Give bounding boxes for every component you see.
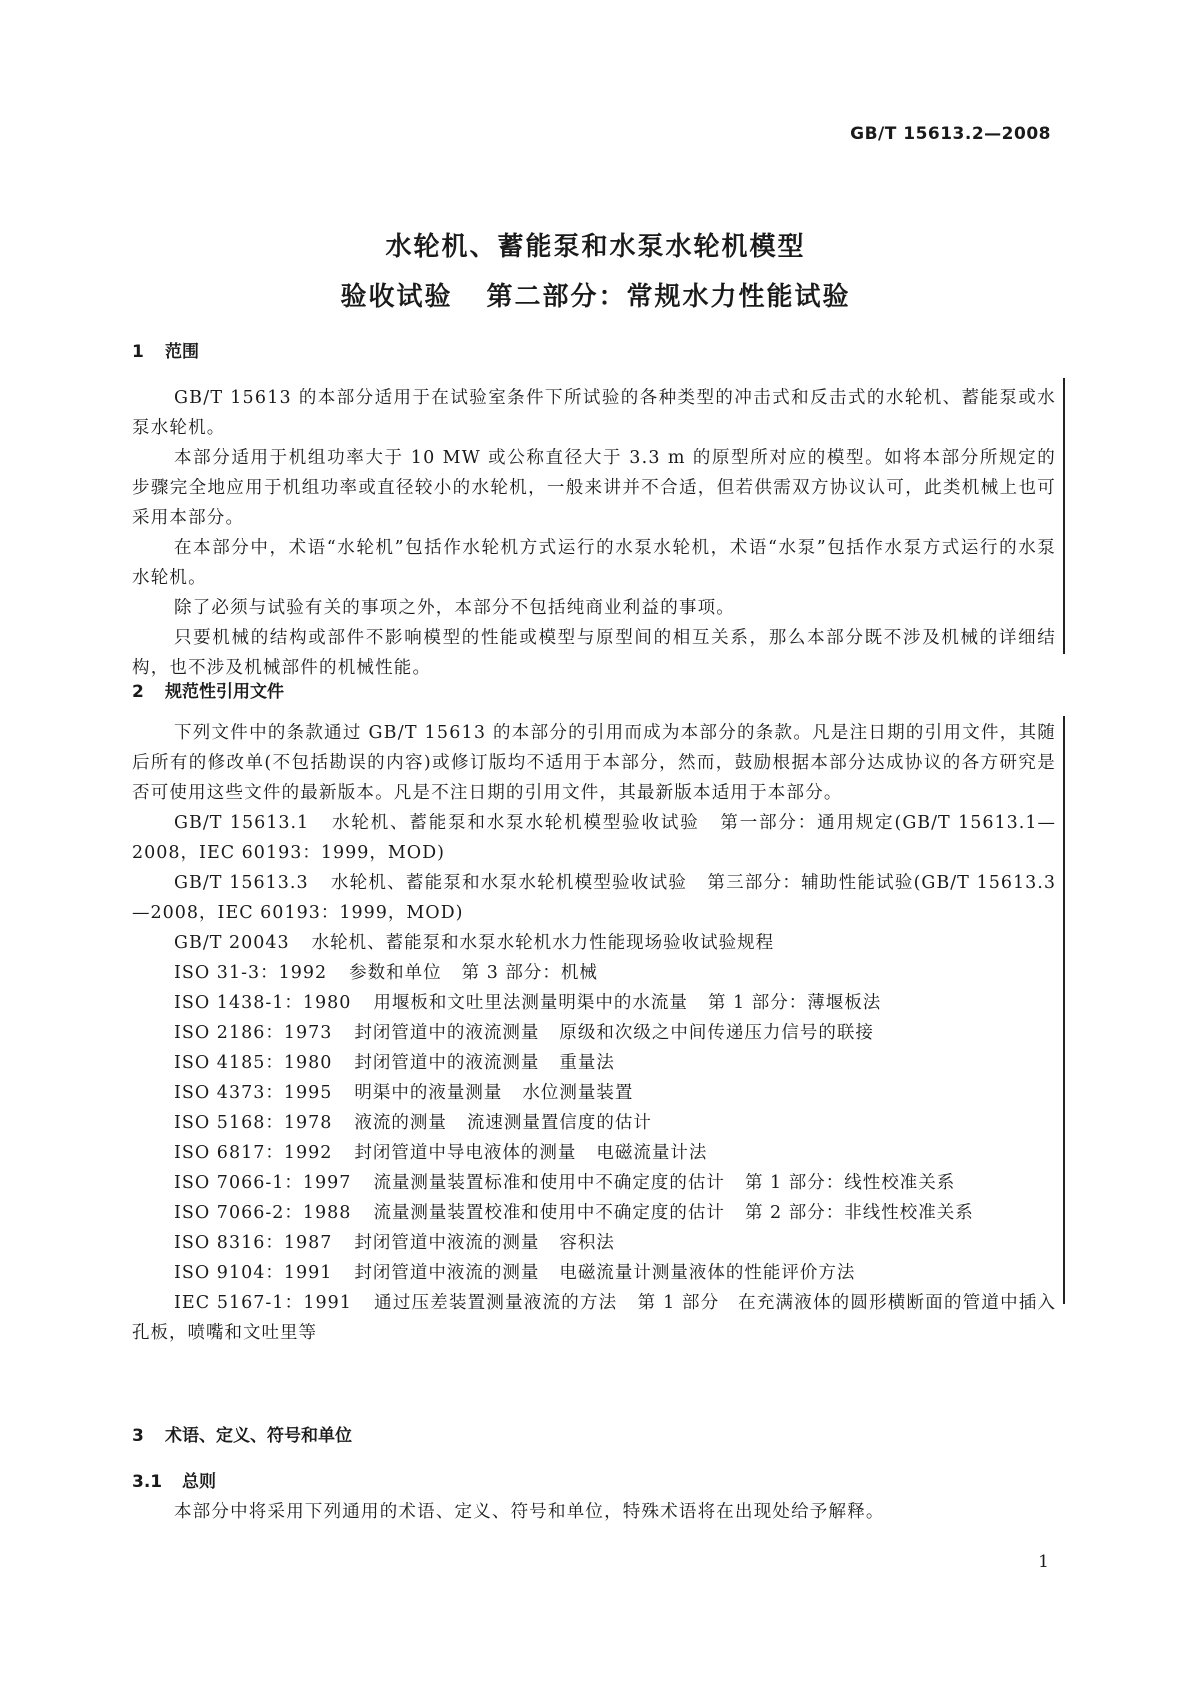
reference-code: ISO 31-3：1992 <box>174 963 328 983</box>
section-3-heading <box>132 1424 352 1448</box>
reference-item <box>132 1168 1056 1198</box>
reference-subtitle: 电磁流量计测量液体的性能评价方法 <box>559 1263 856 1283</box>
reference-title: 水轮机、蓄能泵和水泵水轮机模型验收试验 <box>331 813 700 833</box>
reference-title: 封闭管道中液流的测量 <box>354 1233 540 1253</box>
reference-subtitle: 容积法 <box>559 1233 615 1253</box>
reference-subtitle: 第 1 部分：薄堰板法 <box>707 993 882 1013</box>
paragraph: 本部分中将采用下列通用的术语、定义、符号和单位，特殊术语将在出现处给予解释。 <box>174 1502 885 1522</box>
reference-item <box>132 1078 1056 1108</box>
section-title: 范围 <box>165 342 199 362</box>
reference-title: 封闭管道中导电液体的测量 <box>354 1143 577 1163</box>
reference-code: ISO 4373：1995 <box>174 1083 333 1103</box>
reference-code: IEC 5167-1：1991 <box>174 1293 352 1313</box>
paragraph: 只要机械的结构或部件不影响模型的性能或模型与原型间的相互关系，那么本部分既不涉及机械的详细结构，也不涉及机械部件的机械性能。 <box>132 628 1056 678</box>
subsection-3-1-heading <box>132 1470 216 1494</box>
change-bar <box>1063 716 1065 1304</box>
reference-title: 封闭管道中的液流测量 <box>354 1053 540 1073</box>
reference-code: GB/T 15613.3 <box>174 873 309 893</box>
reference-title: 封闭管道中液流的测量 <box>354 1263 540 1283</box>
standard-number: GB/T 15613.2—2008 <box>850 124 1051 144</box>
paragraph: 本部分适用于机组功率大于 10 MW 或公称直径大于 3.3 m 的原型所对应的模型。如将本部分所规定的步骤完全地应用于机组功率或直径较小的水轮机，一般来讲并不合适，但若供需双方协议认可，此类机械上也可采用本部分。 <box>132 448 1056 528</box>
reference-code: ISO 6817：1992 <box>174 1143 333 1163</box>
reference-title: 液流的测量 <box>354 1113 447 1133</box>
section-number: 3 <box>132 1426 144 1446</box>
reference-item <box>132 1018 1056 1048</box>
reference-item <box>132 1048 1056 1078</box>
reference-code: ISO 4185：1980 <box>174 1053 333 1073</box>
reference-title: 封闭管道中的液流测量 <box>354 1023 540 1043</box>
reference-item <box>132 1198 1056 1228</box>
reference-title: 通过压差装置测量液流的方法 <box>373 1293 618 1313</box>
section-number: 2 <box>132 682 144 702</box>
subsection-number: 3.1 <box>132 1472 163 1492</box>
reference-subtitle: 原级和次级之中间传递压力信号的联接 <box>559 1023 874 1043</box>
reference-subtitle: 第 2 部分：非线性校准关系 <box>744 1203 974 1223</box>
reference-item <box>132 808 1056 868</box>
reference-subtitle: 第三部分：辅助性能试验(GB/T 15613.3—2008，IEC 60193：1999，MOD) <box>132 873 1057 923</box>
paragraph: GB/T 15613 的本部分适用于在试验室条件下所试验的各种类型的冲击式和反击式的水轮机、蓄能泵或水泵水轮机。 <box>132 388 1056 438</box>
page-number: 1 <box>1038 1552 1049 1572</box>
title-line-2a: 验收试验 <box>340 282 453 312</box>
reference-subtitle: 第一部分：通用规定(GB/T 15613.1—2008，IEC 60193：1999，MOD) <box>132 813 1057 863</box>
reference-subtitle: 水位测量装置 <box>522 1083 634 1103</box>
reference-subtitle: 第 3 部分：机械 <box>461 963 598 983</box>
title-line-2b: 第二部分：常规水力性能试验 <box>486 282 851 312</box>
reference-title: 明渠中的液量测量 <box>354 1083 503 1103</box>
reference-title: 用堰板和文吐里法测量明渠中的水流量 <box>373 993 688 1013</box>
reference-code: ISO 8316：1987 <box>174 1233 333 1253</box>
title-line-2 <box>0 272 1191 322</box>
reference-code: ISO 2186：1973 <box>174 1023 333 1043</box>
change-bar <box>1063 378 1065 654</box>
paragraph: 下列文件中的条款通过 GB/T 15613 的本部分的引用而成为本部分的条款。凡是注日期的引用文件，其随后所有的修改单(不包括勘误的内容)或修订版均不适用于本部分，然而，鼓励根据本部分达成协议的各方研究是否可使用这些文件的最新版本。凡是不注日期的引用文件，其最新版本适用于本部分。 <box>132 723 1056 803</box>
paragraph: 除了必须与试验有关的事项之外，本部分不包括纯商业利益的事项。 <box>174 598 735 618</box>
reference-title: 流量测量装置校准和使用中不确定度的估计 <box>373 1203 725 1223</box>
subsection-title: 总则 <box>182 1472 216 1492</box>
reference-item <box>132 958 1056 988</box>
reference-item <box>132 1138 1056 1168</box>
reference-item <box>132 868 1056 928</box>
paragraph: 在本部分中，术语“水轮机”包括作水轮机方式运行的水泵水轮机，术语“水泵”包括作水泵方式运行的水泵水轮机。 <box>132 538 1056 588</box>
reference-code: GB/T 20043 <box>174 933 290 953</box>
reference-title: 水轮机、蓄能泵和水泵水轮机水力性能现场验收试验规程 <box>311 933 775 953</box>
reference-item <box>132 1288 1056 1348</box>
reference-code: ISO 7066-1：1997 <box>174 1173 352 1193</box>
reference-item <box>132 928 1056 958</box>
section-title: 术语、定义、符号和单位 <box>165 1426 352 1446</box>
section-number: 1 <box>132 342 144 362</box>
reference-code: ISO 7066-2：1988 <box>174 1203 352 1223</box>
reference-title: 参数和单位 <box>349 963 442 983</box>
section-title: 规范性引用文件 <box>165 682 284 702</box>
reference-subtitle: 电磁流量计法 <box>596 1143 708 1163</box>
reference-subtitle: 第 1 部分 在充满液体的圆形横断面的管道中插入孔板，喷嘴和文吐里等 <box>132 1293 1057 1343</box>
reference-item <box>132 988 1056 1018</box>
reference-item <box>132 1108 1056 1138</box>
section-1-heading <box>132 340 199 364</box>
reference-subtitle: 流速测量置信度的估计 <box>466 1113 652 1133</box>
reference-item <box>132 1258 1056 1288</box>
reference-code: ISO 1438-1：1980 <box>174 993 352 1013</box>
section-2-heading <box>132 680 284 704</box>
title-line-1: 水轮机、蓄能泵和水泵水轮机模型 <box>385 232 806 262</box>
reference-item <box>132 1228 1056 1258</box>
reference-code: ISO 5168：1978 <box>174 1113 333 1133</box>
reference-subtitle: 第 1 部分：线性校准关系 <box>744 1173 956 1193</box>
document-title <box>0 222 1191 322</box>
reference-title: 流量测量装置标准和使用中不确定度的估计 <box>373 1173 725 1193</box>
reference-title: 水轮机、蓄能泵和水泵水轮机模型验收试验 <box>330 873 688 893</box>
reference-code: GB/T 15613.1 <box>174 813 310 833</box>
reference-subtitle: 重量法 <box>559 1053 615 1073</box>
reference-code: ISO 9104：1991 <box>174 1263 333 1283</box>
